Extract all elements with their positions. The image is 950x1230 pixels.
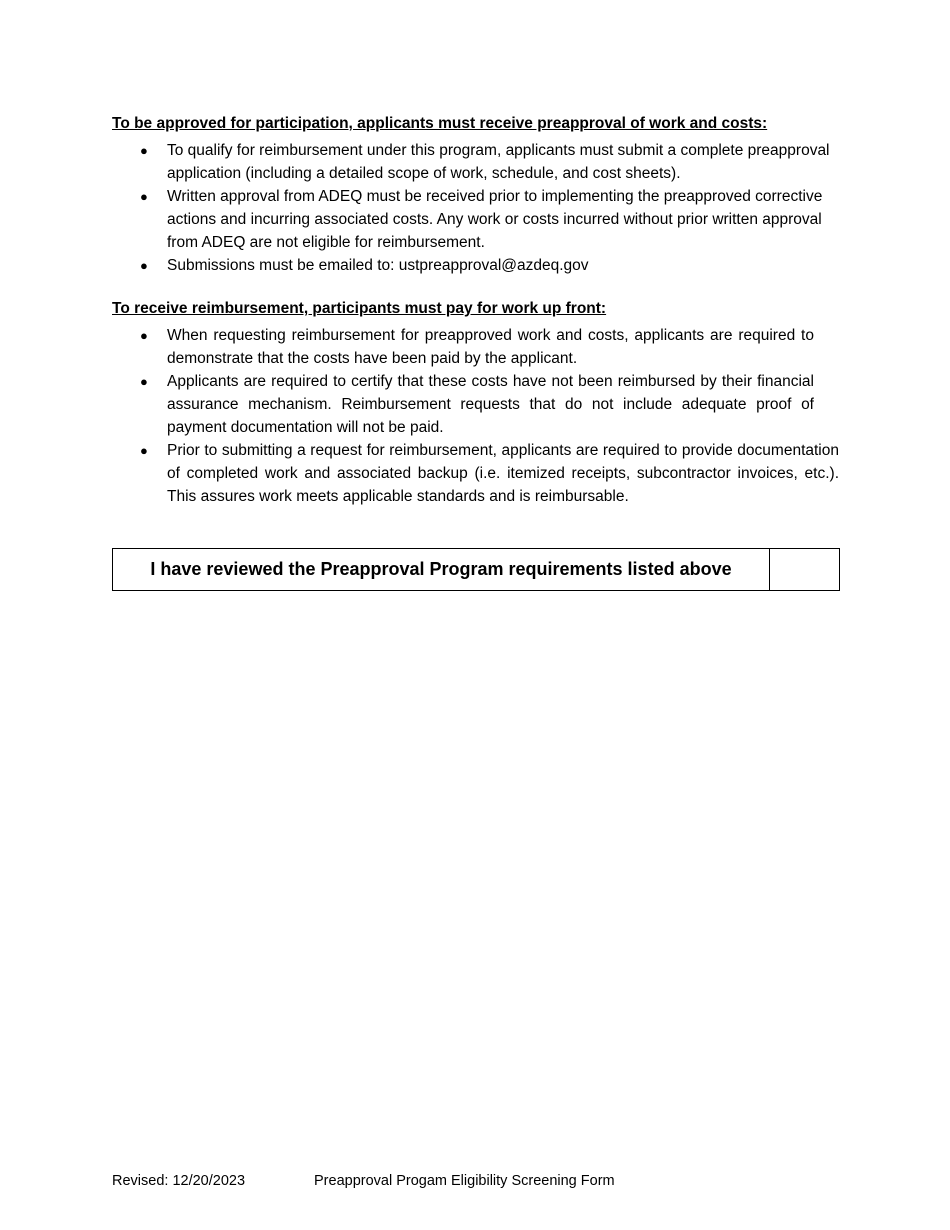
acknowledgement-label: I have reviewed the Preapproval Program requirements listed above [113,549,770,590]
page-footer [112,1173,615,1189]
acknowledgement-checkbox-cell[interactable] [770,549,839,590]
preapproval-section [112,114,839,277]
preapproval-heading: To be approved for participation, applicants must receive preapproval of work and costs: [112,115,768,132]
bullet-icon: ● [140,443,148,458]
bullet-text: Applicants are required to certify that these costs have not been reimbursed by their financial assurance mechanism. Reimbursement requests that do not include adequate proof of payment documentation will not be paid. [167,373,814,436]
form-title: Preapproval Progam Eligibility Screening Form [314,1173,615,1189]
bullet-text: Written approval from ADEQ must be received prior to implementing the preapproved corrective actions and incurring associated costs. Any work or costs incurred without prior written approval from ADEQ are not eligible for reimbursement. [167,188,823,251]
list-item [112,139,839,185]
bullet-icon: ● [140,258,148,273]
reimbursement-section [112,299,839,508]
bullet-text: When requesting reimbursement for preapproved work and costs, applicants are required to demonstrate that the costs have been paid by the applicant. [167,327,814,367]
bullet-icon: ● [140,143,148,158]
bullet-text: Submissions must be emailed to: ustpreapproval@azdeq.gov [167,257,589,274]
list-item [112,185,839,254]
list-item [112,254,839,277]
acknowledgement-table [112,548,840,591]
bullet-text: To qualify for reimbursement under this program, applicants must submit a complete preapproval application (including a detailed scope of work, schedule, and cost sheets). [167,142,830,182]
list-item [112,324,839,370]
document-body [112,114,839,508]
revised-date: Revised: 12/20/2023 [112,1173,246,1189]
list-item [112,370,839,439]
bullet-icon: ● [140,374,148,389]
bullet-text: Prior to submitting a request for reimbursement, applicants are required to provide documentation of completed work and associated backup (i.e. itemized receipts, subcontractor invoices, etc.). This assures work meets applicable standards and is reimbursable. [167,442,839,505]
preapproval-bullet-list [112,139,839,277]
bullet-icon: ● [140,189,148,204]
bullet-icon: ● [140,328,148,343]
reimbursement-bullet-list [112,324,839,508]
list-item [112,439,839,508]
reimbursement-heading: To receive reimbursement, participants must pay for work up front: [112,300,607,317]
